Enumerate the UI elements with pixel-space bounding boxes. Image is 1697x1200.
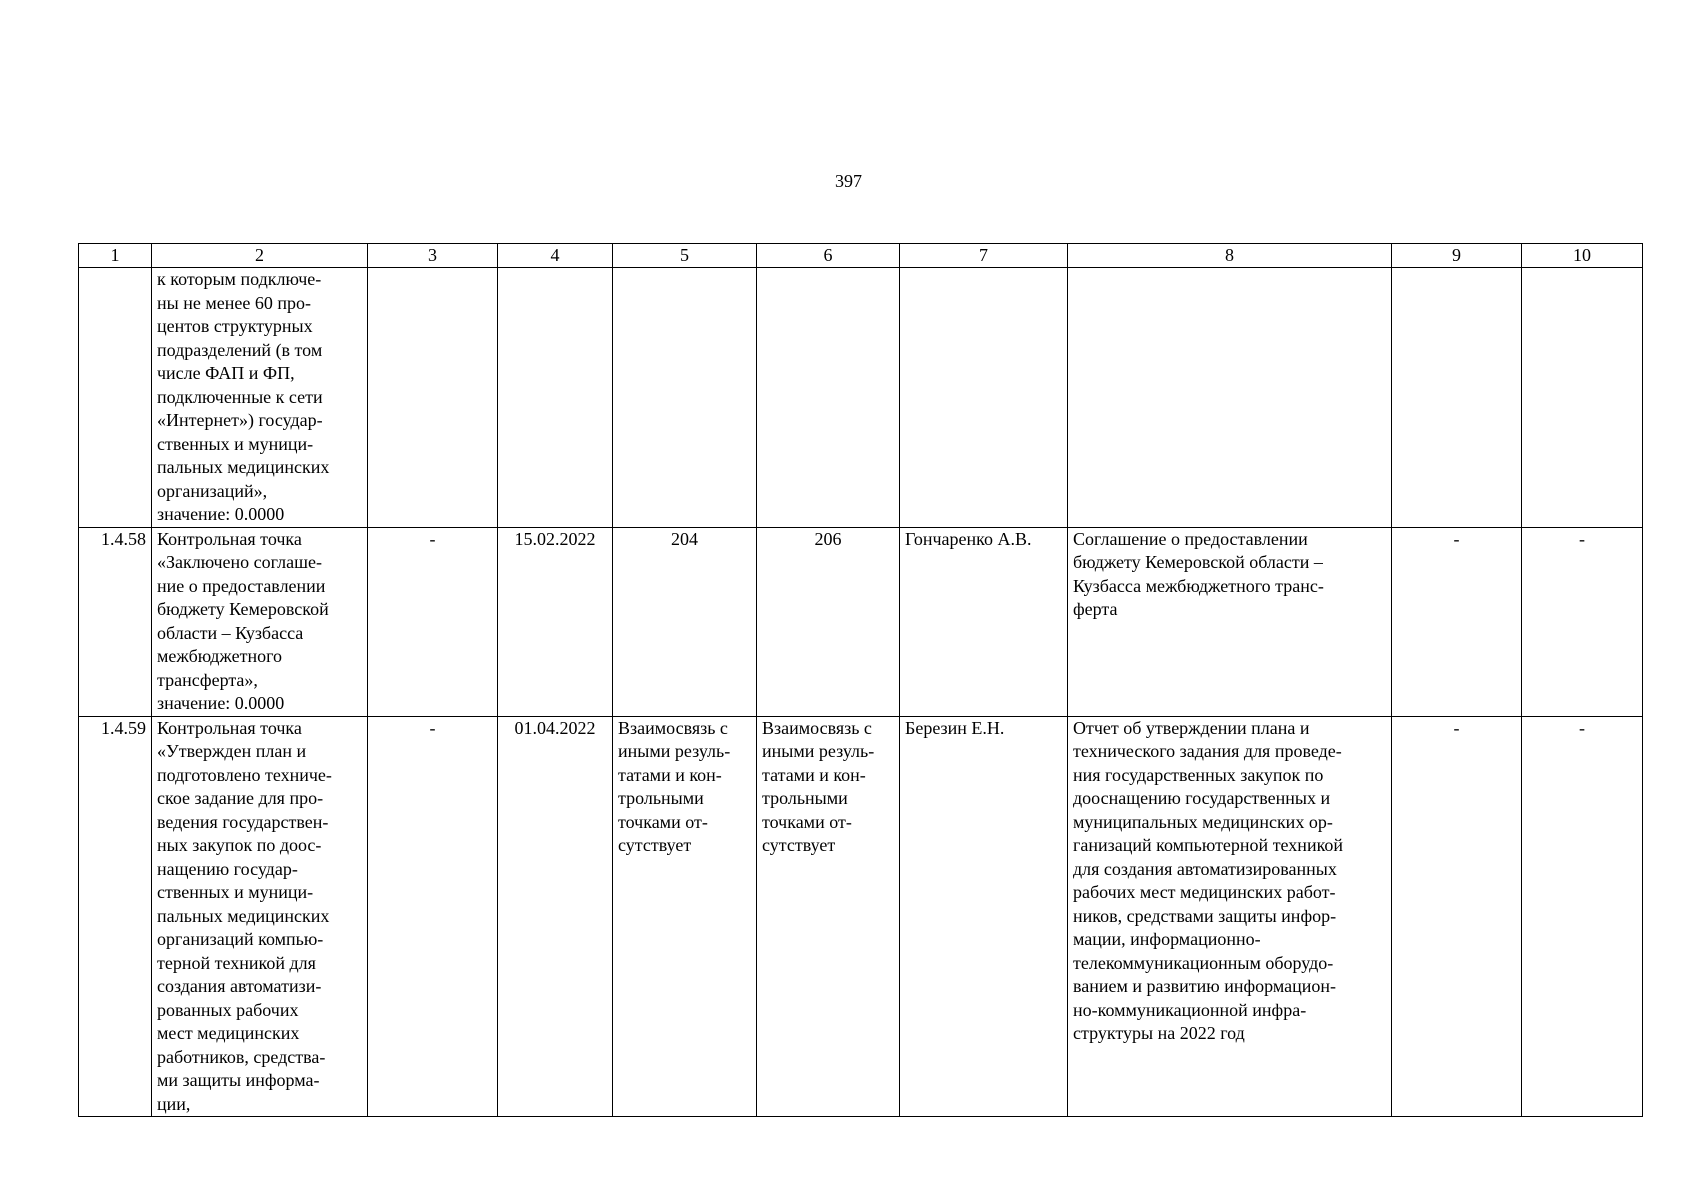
cell-line: сутствует: [618, 835, 692, 855]
cell-line: ведения государствен-: [157, 811, 329, 832]
cell-line: Кузбасса межбюджетного транс-: [1073, 575, 1324, 596]
cell-line: трольными: [762, 788, 848, 808]
table-cell: -: [368, 527, 498, 716]
cell-line: ми защиты информа-: [157, 1070, 320, 1090]
cell-line: ны не менее 60 про-: [157, 292, 311, 313]
cell-line: сутствует: [762, 835, 836, 855]
cell-line: подключенные к сети: [157, 386, 323, 407]
cell-line: телекоммуникационным оборудо-: [1073, 952, 1334, 973]
cell-line: дооснащению государственных и: [1073, 788, 1331, 808]
cell-line: ственных и муници-: [157, 882, 314, 902]
cell-line: рованных рабочих: [157, 999, 299, 1020]
header-cell: 5: [613, 244, 757, 268]
cell-line: терной техникой для: [157, 952, 316, 973]
cell-line: иными резуль-: [762, 741, 875, 761]
table-cell: -: [1522, 716, 1643, 1117]
cell-line: нащению государ-: [157, 858, 298, 879]
responsible-cell: Березин Е.Н.: [900, 716, 1068, 1117]
header-cell: 7: [900, 244, 1068, 268]
header-cell: 10: [1522, 244, 1643, 268]
table-cell: -: [1392, 716, 1522, 1117]
cell-line: организаций»,: [157, 480, 268, 501]
date-cell: 15.02.2022: [498, 527, 613, 716]
description-cell: [152, 268, 368, 528]
table-cell: [1392, 268, 1522, 528]
cell-line: татами и кон-: [618, 764, 722, 785]
cell-line: подразделений (в том: [157, 339, 323, 360]
cell-line: «Интернет») государ-: [157, 410, 323, 430]
cell-line: для создания автоматизированных: [1073, 858, 1337, 879]
cell-line: центов структурных: [157, 316, 313, 336]
table-cell: -: [1392, 527, 1522, 716]
cell-line: точками от-: [762, 811, 852, 832]
cell-line: числе ФАП и ФП,: [157, 363, 295, 383]
header-cell: 4: [498, 244, 613, 268]
cell-line: ных закупок по доос-: [157, 835, 322, 855]
header-cell: 3: [368, 244, 498, 268]
relation-cell: [613, 716, 757, 1117]
cell-line: муниципальных медицинских ор-: [1073, 811, 1333, 832]
relation-cell: [757, 716, 900, 1117]
cell-line: «Заключено соглаше-: [157, 552, 322, 572]
cell-line: 204: [671, 528, 698, 549]
cell-line: структуры на 2022 год: [1073, 1023, 1245, 1043]
cell-line: иными резуль-: [618, 741, 731, 761]
header-cell: 1: [79, 244, 152, 268]
responsible-cell: Гончаренко А.В.: [900, 527, 1068, 716]
cell-line: межбюджетного: [157, 646, 283, 666]
cell-line: ников, средствами защиты инфор-: [1073, 905, 1337, 926]
cell-line: ское задание для про-: [157, 788, 324, 808]
header-cell: 8: [1068, 244, 1392, 268]
cell-line: ванием и развитию информацион-: [1073, 976, 1337, 996]
row-number-cell: 1.4.58: [79, 527, 152, 716]
cell-line: мест медицинских: [157, 1023, 300, 1043]
description-cell: [152, 527, 368, 716]
table-cell: [613, 268, 757, 528]
cell-line: Контрольная точка: [157, 717, 302, 738]
table-row: [79, 268, 1643, 528]
cell-line: подготовлено техниче-: [157, 764, 332, 785]
cell-line: Контрольная точка: [157, 528, 302, 549]
document-cell: [1068, 527, 1392, 716]
cell-line: пальных медицинских: [157, 905, 330, 926]
date-cell: 01.04.2022: [498, 716, 613, 1117]
cell-line: создания автоматизи-: [157, 976, 322, 996]
cell-line: точками от-: [618, 811, 708, 832]
header-row: [79, 244, 1643, 268]
cell-line: бюджету Кемеровской: [157, 599, 329, 619]
document-cell: [1068, 716, 1392, 1117]
cell-line: области – Кузбасса: [157, 622, 304, 643]
header-cell: 6: [757, 244, 900, 268]
cell-line: Отчет об утверждении плана и: [1073, 717, 1310, 738]
cell-line: значение: 0.0000: [157, 693, 285, 713]
date-cell: [498, 268, 613, 528]
cell-line: татами и кон-: [762, 764, 866, 785]
cell-line: пальных медицинских: [157, 457, 330, 477]
cell-line: мации, информационно-: [1073, 929, 1261, 949]
responsible-cell: [900, 268, 1068, 528]
table-cell: [757, 268, 900, 528]
cell-line: работников, средства-: [157, 1046, 326, 1067]
row-number-cell: 1.4.59: [79, 716, 152, 1117]
cell-line: к которым подключе-: [157, 269, 322, 289]
cell-line: ферта: [1073, 599, 1118, 619]
table-row: [79, 527, 1643, 716]
cell-line: «Утвержден план и: [157, 741, 307, 761]
cell-line: ганизаций компьютерной техникой: [1073, 835, 1344, 855]
cell-line: технического задания для проведе-: [1073, 741, 1342, 761]
header-cell: 9: [1392, 244, 1522, 268]
cell-line: ния государственных закупок по: [1073, 764, 1324, 785]
description-cell: [152, 716, 368, 1117]
cell-line: организаций компью-: [157, 929, 324, 949]
page-number: 397: [835, 171, 862, 191]
cell-line: Соглашение о предоставлении: [1073, 528, 1308, 549]
row-number-cell: [79, 268, 152, 528]
document-table: [78, 243, 1643, 1117]
table-cell: -: [1522, 527, 1643, 716]
cell-line: Взаимосвязь с: [762, 717, 872, 738]
cell-line: значение: 0.0000: [157, 504, 285, 524]
table-cell: [368, 268, 498, 528]
cell-line: рабочих мест медицинских работ-: [1073, 882, 1336, 902]
cell-line: бюджету Кемеровской области –: [1073, 552, 1323, 572]
document-cell: [1068, 268, 1392, 528]
cell-line: но-коммуникационной инфра-: [1073, 999, 1307, 1020]
cell-line: трольными: [618, 788, 704, 808]
table-row: [79, 716, 1643, 1117]
cell-line: ственных и муници-: [157, 433, 314, 454]
cell-line: ции,: [157, 1093, 191, 1114]
table-cell: [613, 527, 757, 716]
cell-line: Взаимосвязь с: [618, 717, 728, 738]
table-cell: -: [368, 716, 498, 1117]
header-cell: 2: [152, 244, 368, 268]
cell-line: 206: [814, 528, 842, 549]
cell-line: трансферта»,: [157, 669, 258, 690]
table-cell: [1522, 268, 1643, 528]
cell-line: ние о предоставлении: [157, 575, 326, 596]
table-cell: [757, 527, 900, 716]
